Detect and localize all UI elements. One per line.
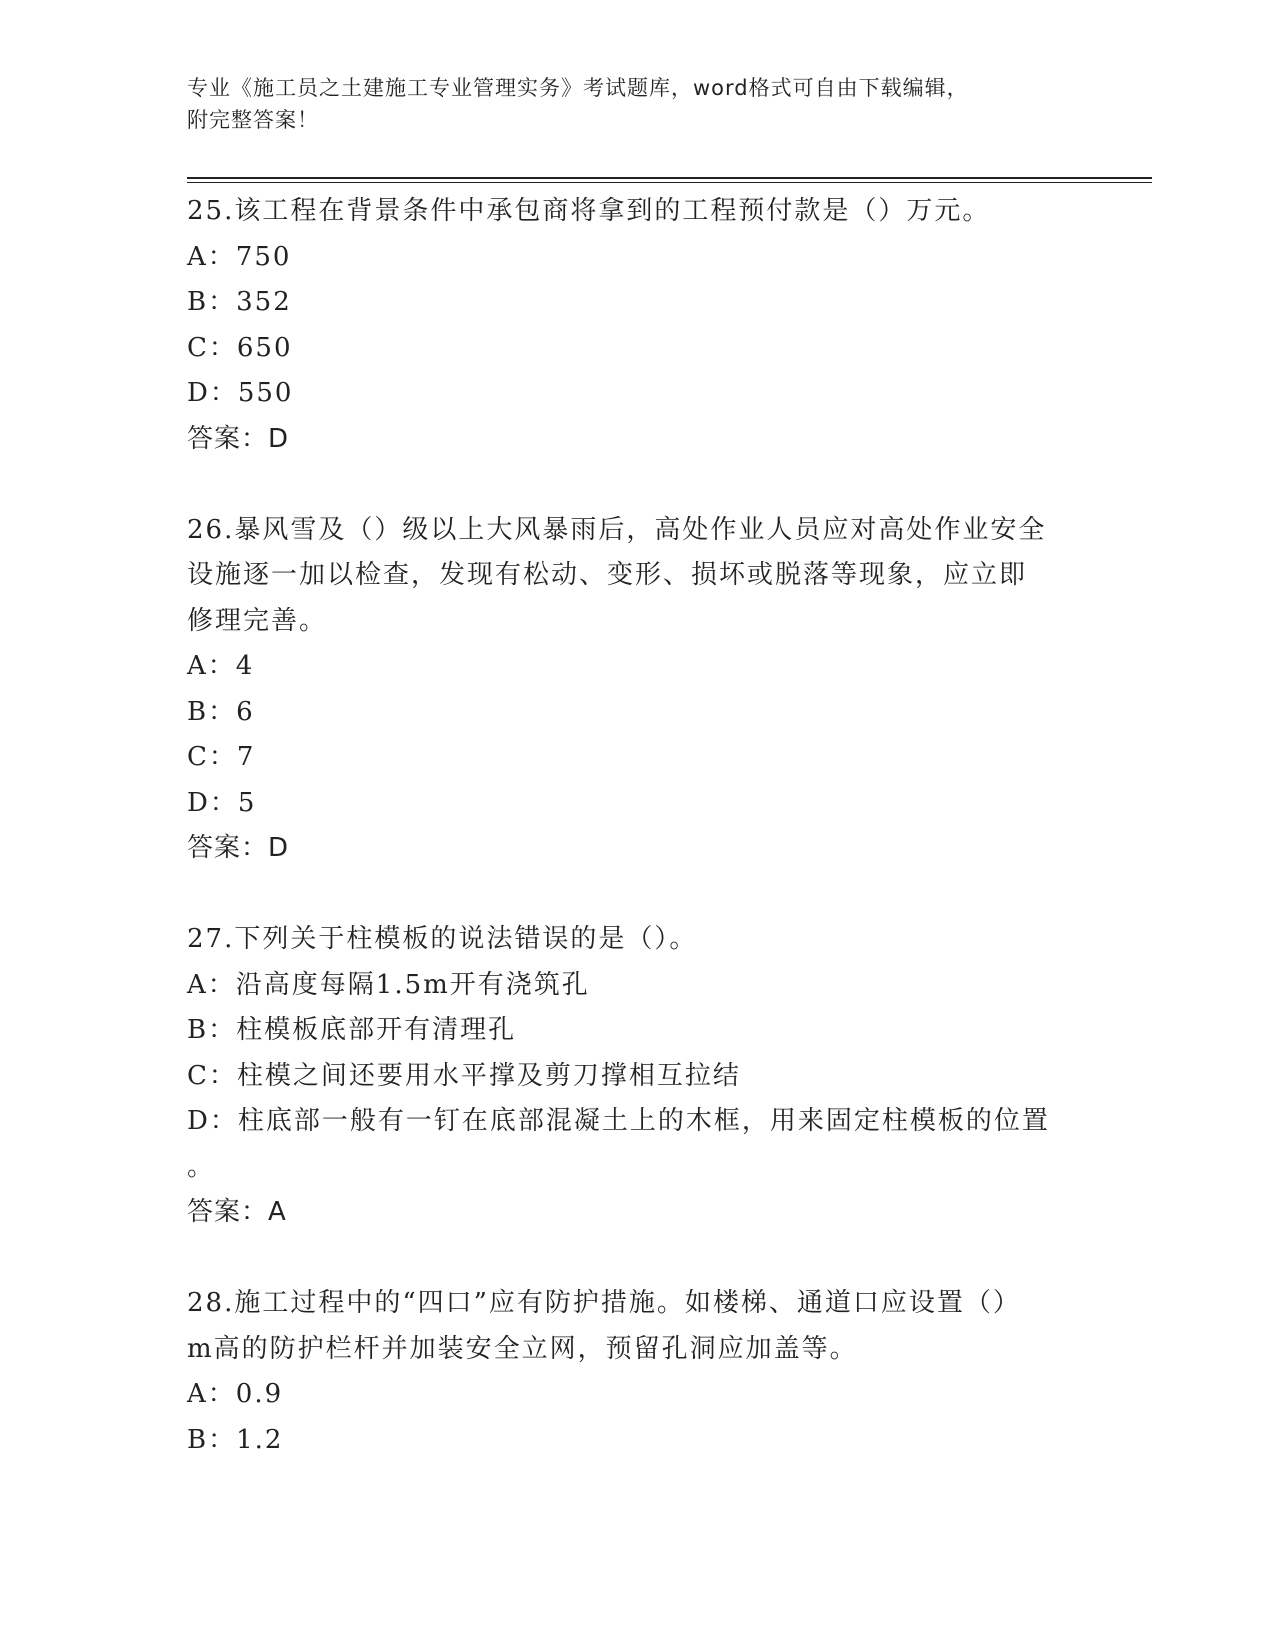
header-line-2: 附完整答案！ [187,108,319,132]
spacer [187,1236,1087,1282]
answer-text: 答案：A [187,1197,287,1227]
option-c: C：7 [187,742,256,772]
answer-text: 答案：D [187,423,290,454]
question-25 [187,189,1087,462]
spacer [187,872,1087,918]
question-stem-line: m高的防护栏杆并加装安全立网，预留孔洞应加盖等。 [187,1333,858,1364]
question-26 [187,508,1087,872]
question-27 [187,917,1087,1236]
option-a: A：沿高度每隔1.5m开有浇筑孔 [187,969,590,1000]
header-line-1: 专业《施工员之土建施工专业管理实务》考试题库，word格式可自由下载编辑， [187,76,969,100]
option-a: A：0.9 [187,1379,284,1409]
question-stem-line: 26.暴风雪及（）级以上大风暴雨后，高处作业人员应对高处作业安全 [187,514,1047,545]
option-b: B：1.2 [187,1424,284,1455]
spacer [187,462,1087,508]
option-b: B：6 [187,696,255,727]
option-c: C：650 [187,332,293,363]
option-a: A：750 [187,241,292,272]
option-d-continuation: 。 [187,1151,216,1182]
question-stem-line: 修理完善。 [187,605,328,636]
option-b: B：柱模板底部开有清理孔 [187,1015,517,1045]
question-list [187,189,1087,1463]
answer-text: 答案：D [187,833,290,863]
option-d: D：柱底部一般有一钉在底部混凝土上的木框，用来固定柱模板的位置 [187,1106,1050,1136]
question-stem-line: 设施逐一加以检查，发现有松动、变形、损坏或脱落等现象，应立即 [187,560,1028,590]
document-header [187,72,1087,136]
question-28 [187,1281,1087,1463]
question-stem-line: 27.下列关于柱模板的说法错误的是（）。 [187,924,698,954]
header-divider-thick [187,177,1152,179]
option-a: A：4 [187,651,255,681]
question-stem-line: 28.施工过程中的“四口”应有防护措施。如楼梯、通道口应设置（） [187,1288,1021,1318]
option-c: C：柱模之间还要用水平撑及剪刀撑相互拉结 [187,1060,741,1091]
question-stem-line: 25.该工程在背景条件中承包商将拿到的工程预付款是（）万元。 [187,196,991,226]
option-d: D：550 [187,378,294,408]
header-divider-thin [187,182,1152,183]
option-b: B：352 [187,287,292,317]
option-d: D：5 [187,787,257,818]
